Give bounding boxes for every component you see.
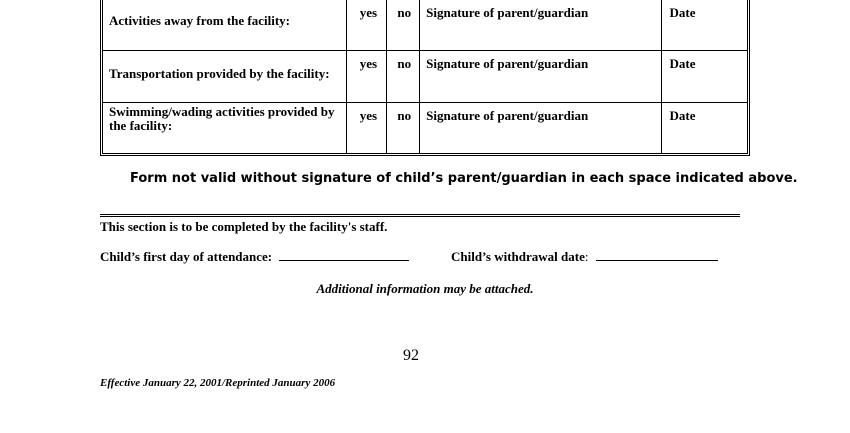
withdrawal-label: Child’s withdrawal date bbox=[451, 249, 585, 264]
withdrawal-date-field[interactable] bbox=[596, 250, 718, 261]
signature-field[interactable] bbox=[420, 51, 661, 103]
validity-warning: Form not valid without signature of child’s parent/guardian in each space indicated above. bbox=[130, 171, 798, 186]
no-option[interactable] bbox=[387, 51, 420, 103]
yes-option[interactable] bbox=[347, 103, 388, 153]
no-label: no bbox=[397, 56, 412, 71]
withdrawal-row bbox=[451, 249, 718, 265]
yes-label: yes bbox=[359, 5, 378, 20]
signature-field[interactable] bbox=[420, 103, 661, 153]
page-number: 92 bbox=[403, 347, 419, 364]
first-day-field[interactable] bbox=[279, 250, 409, 261]
date-label: Date bbox=[669, 56, 696, 71]
no-option[interactable] bbox=[387, 103, 420, 153]
activity-label: Activities away from the facility: bbox=[109, 13, 290, 28]
table-row bbox=[103, 0, 747, 51]
table-row bbox=[103, 51, 747, 103]
yes-label: yes bbox=[359, 56, 378, 71]
consent-table bbox=[100, 0, 750, 156]
signature-label: Signature of parent/guardian bbox=[426, 108, 589, 123]
yes-label: yes bbox=[359, 108, 378, 123]
staff-section-heading: This section is to be completed by the facility's staff. bbox=[100, 219, 388, 234]
withdrawal-colon: : bbox=[584, 249, 589, 264]
first-day-row bbox=[100, 249, 409, 265]
yes-option[interactable] bbox=[347, 0, 388, 51]
activity-cell bbox=[103, 51, 347, 103]
section-divider bbox=[100, 214, 740, 217]
footer-effective-date: Effective January 22, 2001/Reprinted January 2006 bbox=[100, 377, 336, 389]
activity-cell bbox=[103, 0, 347, 51]
first-day-label: Child’s first day of attendance: bbox=[100, 249, 273, 264]
no-option[interactable] bbox=[387, 0, 420, 51]
date-field[interactable] bbox=[662, 0, 747, 51]
signature-label: Signature of parent/guardian bbox=[426, 5, 589, 20]
signature-label: Signature of parent/guardian bbox=[426, 56, 589, 71]
activity-label: Transportation provided by the facility: bbox=[109, 66, 330, 81]
date-field[interactable] bbox=[662, 103, 747, 153]
no-label: no bbox=[397, 108, 412, 123]
yes-option[interactable] bbox=[347, 51, 388, 103]
additional-info-note: Additional information may be attached. bbox=[316, 281, 534, 296]
activity-label: Swimming/wading activities provided by the facility: bbox=[109, 104, 335, 133]
date-label: Date bbox=[669, 5, 696, 20]
table-row bbox=[103, 103, 747, 153]
no-label: no bbox=[397, 5, 412, 20]
date-field[interactable] bbox=[662, 51, 747, 103]
activity-cell bbox=[103, 103, 347, 153]
signature-field[interactable] bbox=[420, 0, 661, 51]
date-label: Date bbox=[669, 108, 696, 123]
